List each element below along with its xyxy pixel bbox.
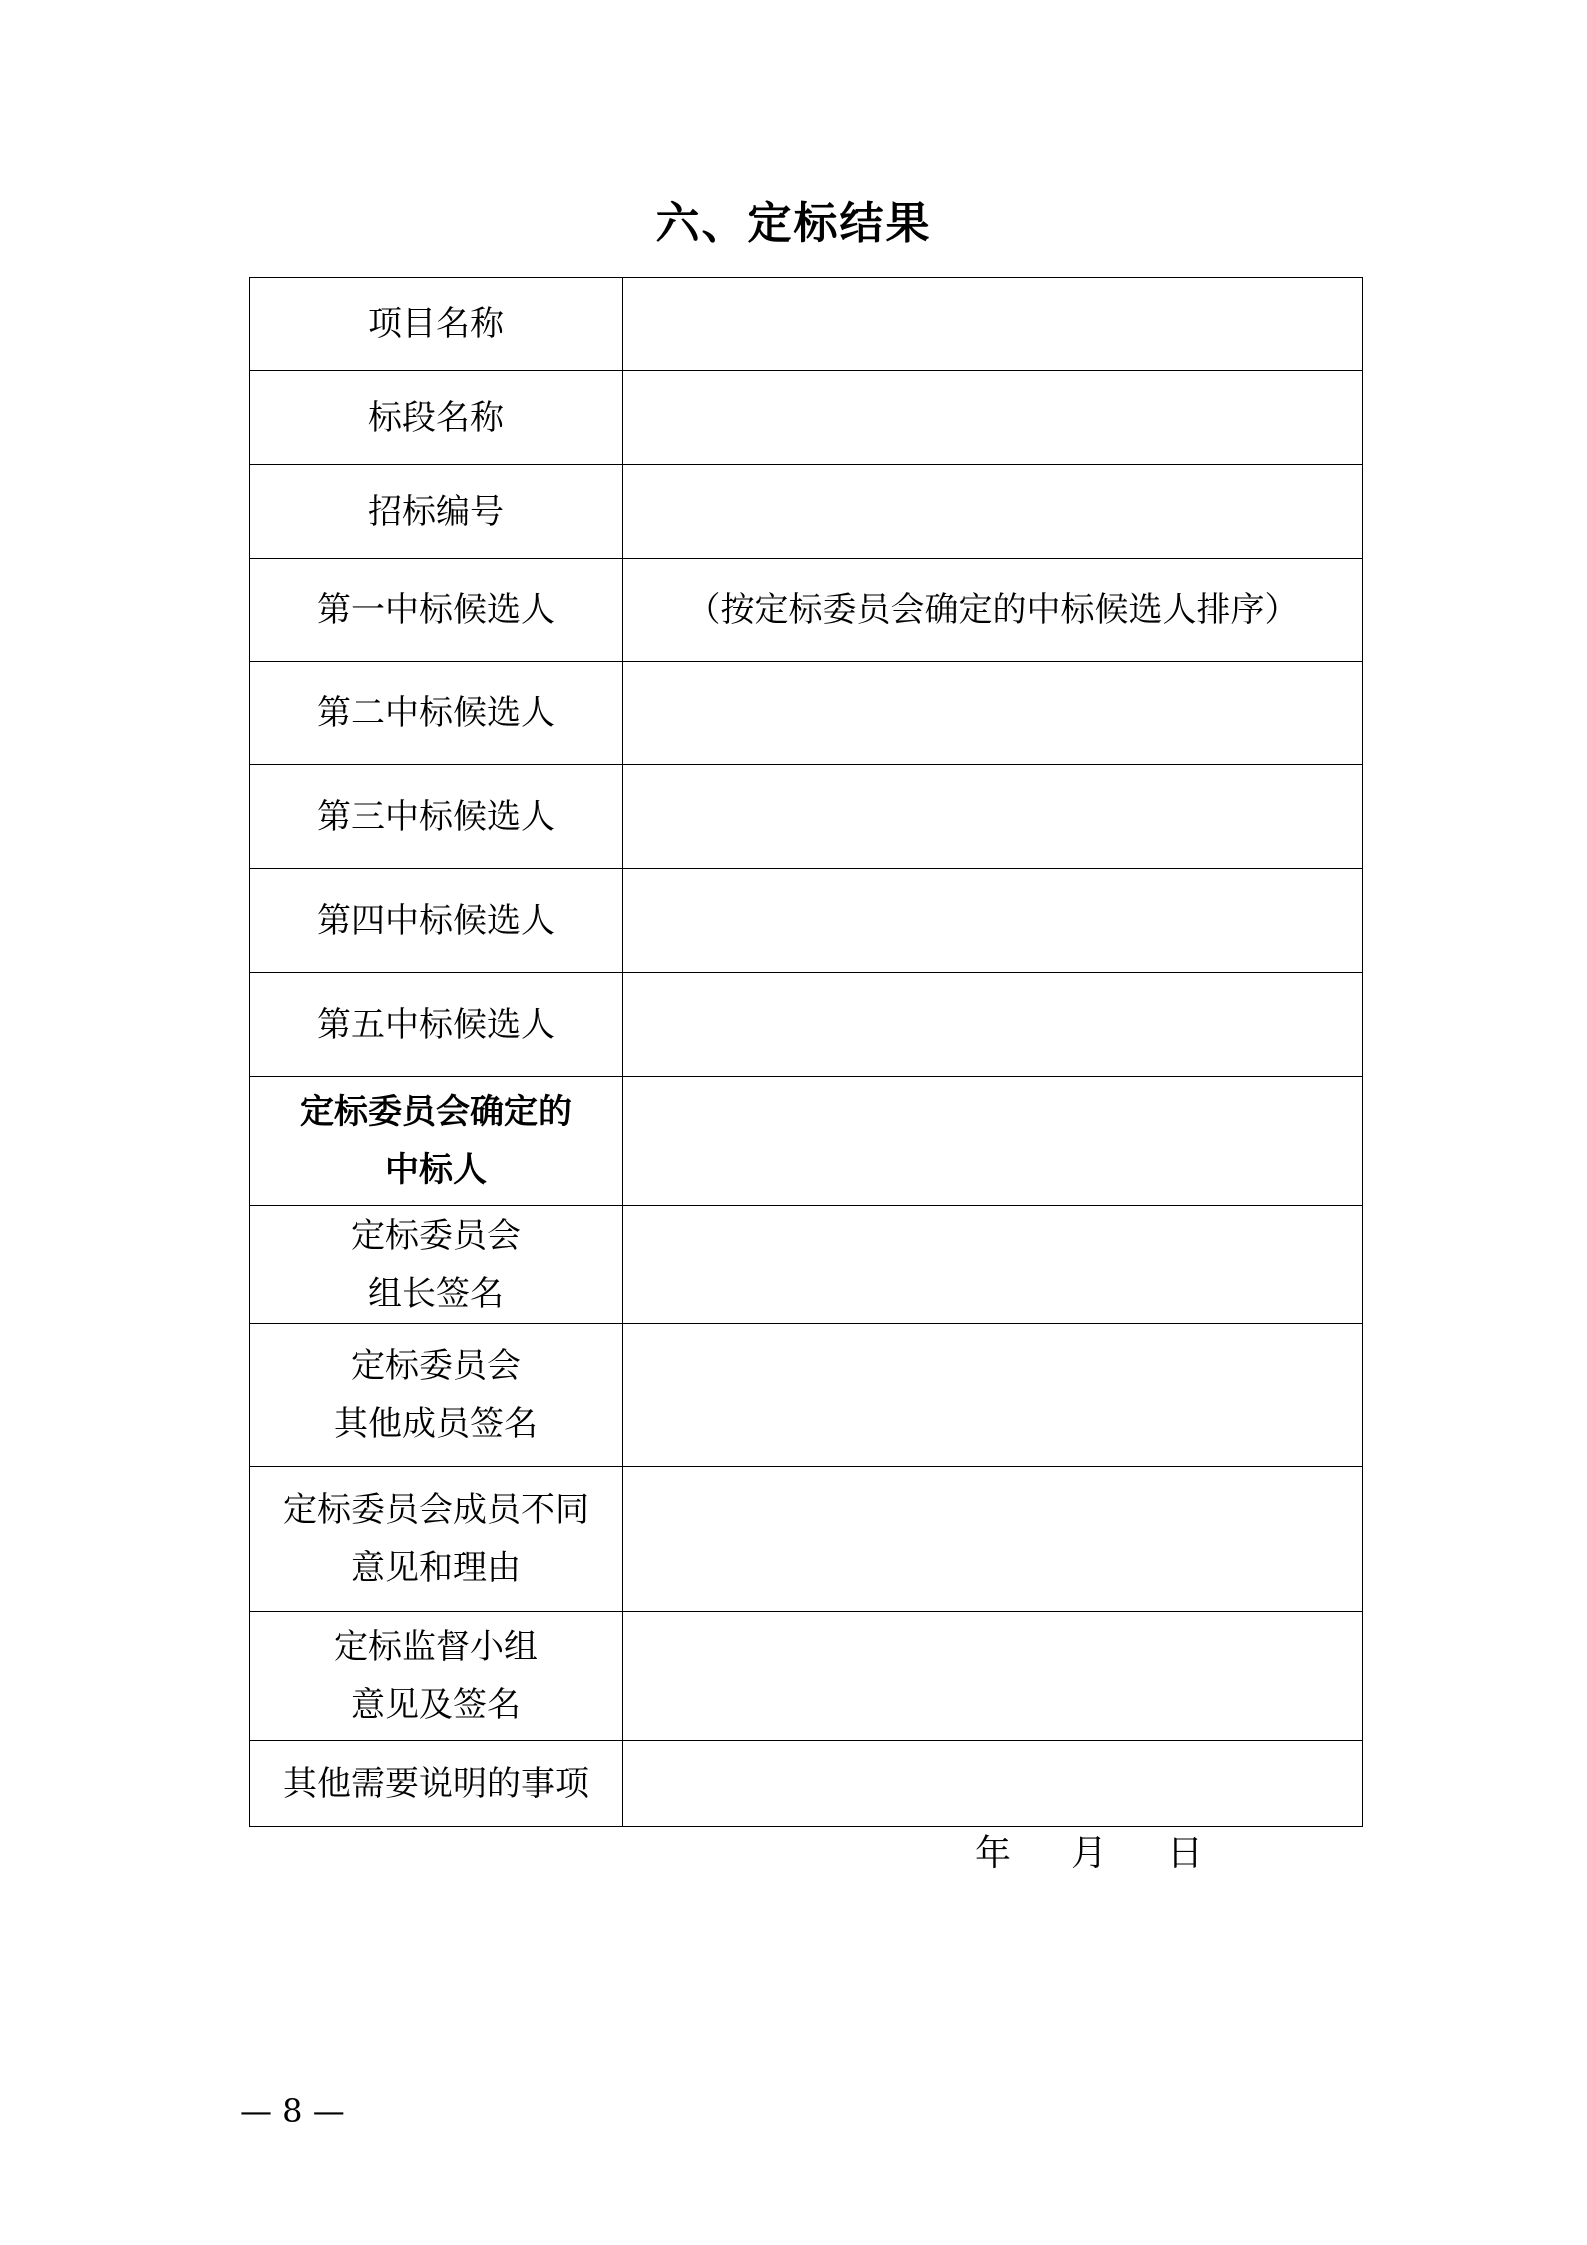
row-label-line: 定标委员会 [351, 1346, 521, 1386]
row-label-line: 定标委员会成员不同 [283, 1490, 589, 1530]
table-row [250, 1077, 1363, 1206]
row-value-first-candidate[interactable]: （按定标委员会确定的中标候选人排序） [623, 559, 1363, 662]
row-label [250, 465, 623, 559]
row-label-line: 第二中标候选人 [317, 693, 555, 733]
row-label-line: 项目名称 [368, 304, 504, 344]
table-row [250, 765, 1363, 869]
table-row [250, 1324, 1363, 1467]
row-label-line: 招标编号 [368, 491, 504, 532]
table-row [250, 973, 1363, 1077]
page-number: — 8 — [240, 2092, 345, 2130]
row-label [250, 973, 623, 1077]
row-label [250, 278, 623, 371]
table-row [250, 371, 1363, 465]
row-label [250, 662, 623, 765]
table-row [250, 1206, 1363, 1324]
date-day: 日 [1167, 1833, 1204, 1874]
date-year: 年 [975, 1833, 1012, 1874]
row-label-line: 定标委员会确定的 [300, 1092, 572, 1132]
date-month: 月 [1071, 1833, 1108, 1874]
date-line [975, 1832, 1203, 1875]
row-label-line: 其他成员签名 [334, 1404, 538, 1444]
result-table [249, 277, 1363, 1827]
row-value-winning-bidder[interactable] [623, 1077, 1363, 1206]
row-label-line: 中标人 [385, 1150, 487, 1190]
row-value-dissent[interactable] [623, 1467, 1363, 1612]
row-label-line: 第三中标候选人 [317, 796, 555, 837]
row-label [250, 1324, 623, 1467]
table-row [250, 278, 1363, 371]
row-value-supervision[interactable] [623, 1612, 1363, 1741]
row-label-line: 第一中标候选人 [317, 590, 555, 630]
table-row [250, 1467, 1363, 1612]
row-label [250, 371, 623, 465]
row-value-leader-signature[interactable] [623, 1206, 1363, 1324]
table-row [250, 1741, 1363, 1827]
table-row [250, 559, 1363, 662]
table-row [250, 465, 1363, 559]
row-value-project-name[interactable] [623, 278, 1363, 371]
row-label-line: 第四中标候选人 [317, 900, 555, 941]
row-value-third-candidate[interactable] [623, 765, 1363, 869]
row-label-line: 定标监督小组 [334, 1627, 538, 1667]
row-value-section-name[interactable] [623, 371, 1363, 465]
row-label [250, 1077, 623, 1206]
row-label-line: 其他需要说明的事项 [283, 1763, 589, 1804]
row-label-line: 意见和理由 [351, 1548, 521, 1588]
row-value-second-candidate[interactable] [623, 662, 1363, 765]
row-label [250, 1612, 623, 1741]
table-row [250, 662, 1363, 765]
table-row [250, 869, 1363, 973]
row-label [250, 559, 623, 662]
row-label [250, 869, 623, 973]
page-title: 六、定标结果 [655, 198, 932, 249]
row-value-member-signatures[interactable] [623, 1324, 1363, 1467]
row-label-line: 组长签名 [368, 1273, 504, 1314]
row-label-line: 定标委员会 [351, 1215, 521, 1256]
row-label-line: 意见及签名 [351, 1685, 521, 1725]
row-label-line: 标段名称 [368, 397, 504, 438]
row-value-other-matters[interactable] [623, 1741, 1363, 1827]
row-label [250, 1467, 623, 1612]
row-value-fourth-candidate[interactable] [623, 869, 1363, 973]
table-row [250, 1612, 1363, 1741]
row-label-line: 第五中标候选人 [317, 1004, 555, 1045]
row-label [250, 765, 623, 869]
row-value-fifth-candidate[interactable] [623, 973, 1363, 1077]
row-value-tender-number[interactable] [623, 465, 1363, 559]
row-label [250, 1741, 623, 1827]
row-label [250, 1206, 623, 1324]
